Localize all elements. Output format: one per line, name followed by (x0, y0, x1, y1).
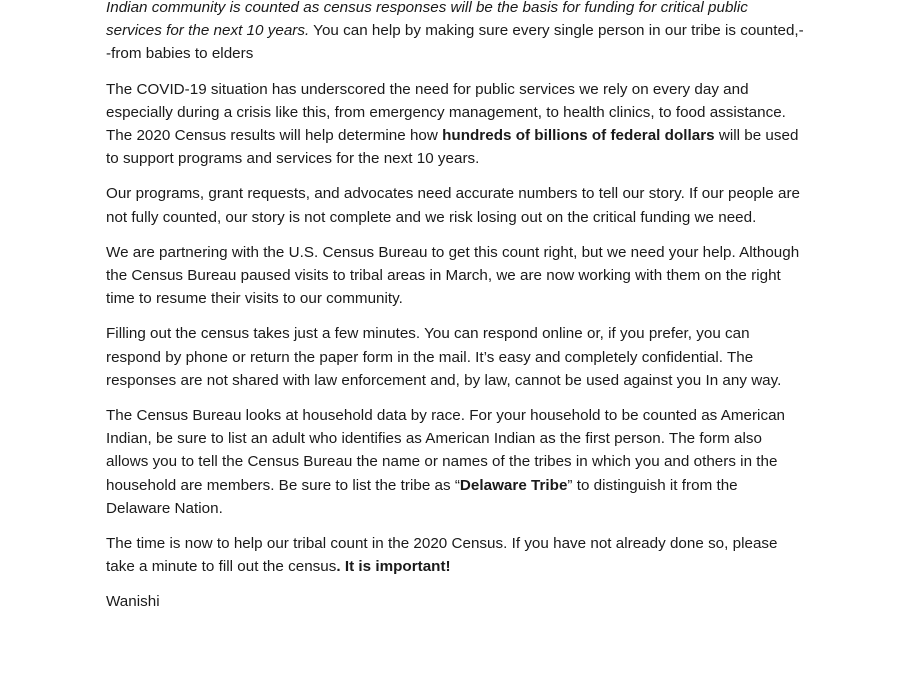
call-to-action-text: The time is now to help our tribal count in the 2020 Census. If you have not already done so, please take a minute to fill out the census (106, 535, 778, 576)
covid-text-end: will be used to support programs and services for the next 10 years. (106, 127, 799, 168)
intro-italic-text: Indian community is counted as census responses will be the basis for funding for critical public services for the next 10 years. (106, 0, 748, 40)
call-to-action-paragraph (106, 532, 806, 578)
intro-paragraph (106, 0, 806, 66)
important-emphasis: . It is important! (336, 558, 451, 576)
programs-paragraph: Our programs, grant requests, and advocates need accurate numbers to tell our story. If our people are not fully counted, our story is not complete and we risk losing out on the critical funding we need. (106, 185, 801, 226)
covid-text-start: The COVID-19 situation has underscored the need for public services we rely on every day and especially during a crisis like this, from emergency management, to health clinics, to food assistance. The 2020 Census results will help determine how (106, 80, 786, 145)
closing-signoff: Wanishi (106, 593, 160, 611)
household-paragraph (106, 404, 806, 520)
federal-dollars-emphasis: hundreds of billions of federal dollars (442, 127, 715, 145)
filling-out-paragraph: Filling out the census takes just a few minutes. You can respond online or, if you prefer, you can respond by phone or return the paper form in the mail. It’s easy and completely confidential. The responses are not shared with law enforcement and, by law, cannot be used against you In any way. (106, 325, 782, 389)
delaware-tribe-emphasis: Delaware Tribe (459, 476, 568, 494)
household-text-end: ” to distinguish it from the Delaware Nation. (106, 476, 738, 517)
intro-text: You can help by making sure every single person in our tribe is counted,--from babies to elders (106, 22, 804, 63)
partnering-paragraph: We are partnering with the U.S. Census Bureau to get this count right, but we need your help. Although the Census Bureau paused visits to tribal areas in March, we are now working with them on the right time to resume their visits to our community. (106, 243, 800, 308)
covid-paragraph (106, 78, 806, 171)
household-text-start: The Census Bureau looks at household data by race. For your household to be counted as American Indian, be sure to list an adult who identifies as American Indian as the first person. The form also allows you to tell the Census Bureau the name or names of the tribes in which you and others in the household are members. Be sure to list the tribe as “ (106, 407, 786, 494)
letter-body (106, 0, 806, 626)
